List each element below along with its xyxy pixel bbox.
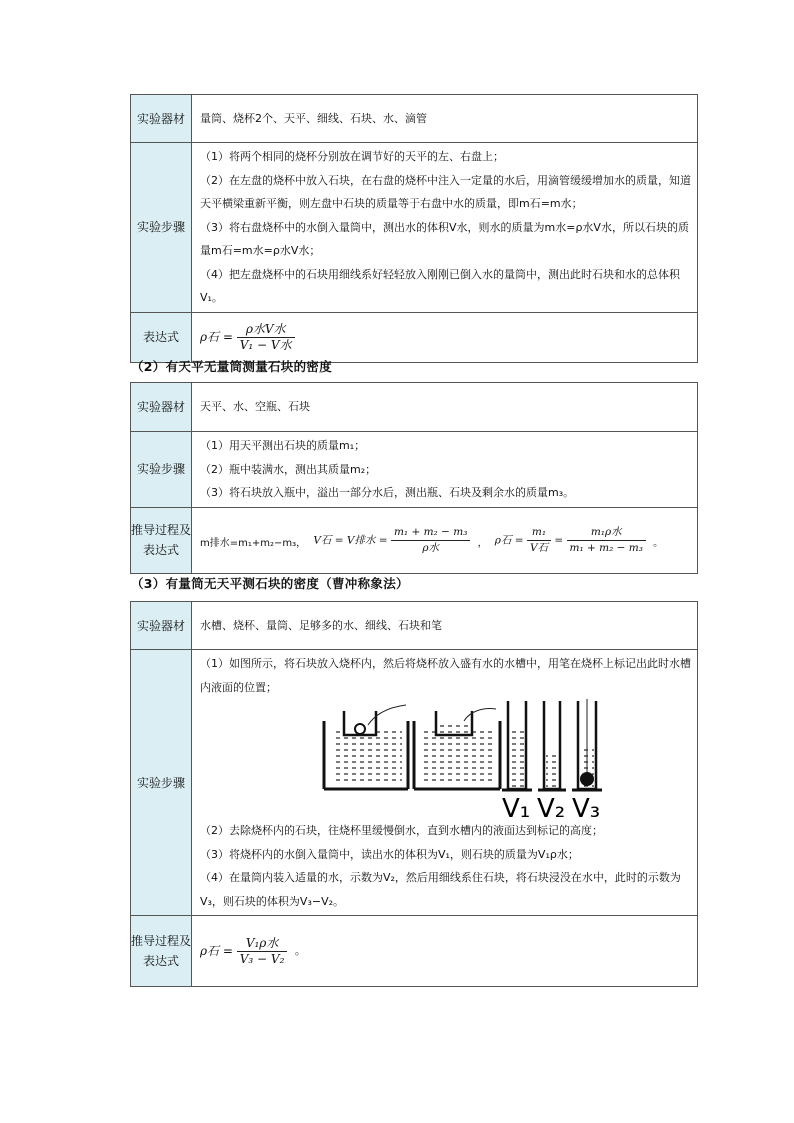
equals-sign: = bbox=[554, 534, 564, 546]
fraction-2-denominator: m₁ + m₂ − m₃ bbox=[569, 541, 643, 554]
formula-denominator: V₃ − V₂ bbox=[239, 951, 285, 966]
step-item: （2）在左盘的烧杯中放入石块，在右盘的烧杯中注入一定量的水后，用滴管缓缓增加水的质量，知道天平横梁重新平衡，则左盘中石块的质量等于右盘中水的质量，即m石=m水； bbox=[200, 173, 691, 210]
fraction-1-denominator: V石 bbox=[529, 541, 549, 554]
label-equipment: 实验器材 bbox=[131, 602, 192, 650]
separator-comma: ， bbox=[477, 538, 488, 549]
density-formula-lhs: ρ石 = bbox=[494, 534, 524, 546]
step-item: （4）把左盘烧杯中的石块用细线系好轻轻放入刚刚已倒入水的量筒中，测出此时石块和水的总体积V₁。 bbox=[200, 267, 680, 304]
label-v2: V₂ bbox=[537, 794, 566, 819]
label-steps: 实验步骤 bbox=[131, 143, 192, 313]
label-equipment: 实验器材 bbox=[131, 95, 192, 143]
steps-cell bbox=[192, 432, 698, 508]
formula-fraction bbox=[237, 936, 288, 967]
volume-formula bbox=[313, 525, 470, 556]
label-steps: 实验步骤 bbox=[131, 650, 192, 916]
section-3-title: （3）有量筒无天平测石块的密度（曹冲称象法） bbox=[131, 576, 409, 591]
step-item: （3）将石块放入瓶中，溢出一部分水后，测出瓶、石块及剩余水的质量m₃。 bbox=[200, 486, 575, 499]
steps-cell bbox=[192, 143, 698, 313]
formula-lhs: ρ石 = bbox=[200, 943, 233, 958]
fraction-2-numerator: m₁ρ水 bbox=[567, 525, 646, 541]
volume-formula-fraction bbox=[391, 525, 470, 556]
volume-numerator: m₁ + m₂ − m₃ bbox=[391, 525, 470, 541]
step-item: （1）用天平测出石块的质量m₁； bbox=[200, 439, 366, 452]
label-derivation: 推导过程及表达式 bbox=[131, 916, 192, 987]
density-formula bbox=[495, 525, 646, 556]
label-v3: V₃ bbox=[572, 794, 601, 819]
method-table-3 bbox=[130, 601, 698, 987]
step-item: （3）将烧杯内的水倒入量筒中，读出水的体积为V₁，则石块的质量为V₁ρ水； bbox=[200, 847, 579, 861]
density-formula bbox=[200, 936, 287, 967]
formula-denominator: V₁ − V水 bbox=[239, 337, 292, 352]
formula-fraction bbox=[237, 322, 295, 353]
graduated-cylinder-2 bbox=[538, 701, 566, 790]
formula-numerator: V₁ρ水 bbox=[237, 936, 288, 952]
period: 。 bbox=[653, 538, 664, 549]
step-item: （2）去除烧杯内的石块，往烧杯里缓慢倒水，直到水槽内的液面达到标记的高度； bbox=[200, 824, 603, 837]
density-fraction-1 bbox=[527, 525, 551, 556]
step-item: （2）瓶中装满水，测出其质量m₂； bbox=[200, 462, 377, 476]
formula-lhs: ρ石 = bbox=[200, 329, 233, 344]
step-item: （1）如图所示，将石块放入烧杯内，然后将烧杯放入盛有水的水槽中，用笔在烧杯上标记出此时水槽内液面的位置； bbox=[200, 657, 691, 694]
mass-of-displaced-water: m排水=m₁+m₂−m₃， bbox=[200, 538, 307, 549]
label-derivation: 推导过程及表达式 bbox=[131, 507, 192, 573]
equipment-list: 天平、水、空瓶、石块 bbox=[192, 383, 698, 432]
water-tank-1 bbox=[324, 705, 408, 789]
step-item: （1）将两个相同的烧杯分别放在调节好的天平的左、右盘上； bbox=[200, 150, 504, 163]
derivation-cell bbox=[192, 916, 698, 987]
method-table-1 bbox=[130, 94, 698, 363]
derivation-cell bbox=[192, 507, 698, 573]
step-item: （4）在量筒内装入适量的水，示数为V₂，然后用细线系住石块，将石块浸没在水中，此时的示数为V₃，则石块的体积为V₃−V₂。 bbox=[200, 871, 681, 908]
section-2-title: （2）有天平无量筒测量石块的密度 bbox=[131, 359, 332, 374]
equipment-list: 水槽、烧杯、量筒、足够多的水、细线、石块和笔 bbox=[192, 602, 698, 650]
step-item: （3）将右盘烧杯中的水倒入量筒中，测出水的体积V水，则水的质量为m水=ρ水V水，所以石块的质量m石=m水=ρ水V水； bbox=[200, 220, 689, 257]
method-table-2 bbox=[130, 382, 698, 574]
expression-cell bbox=[192, 312, 698, 362]
volume-denominator: ρ水 bbox=[422, 541, 440, 554]
label-steps: 实验步骤 bbox=[131, 432, 192, 508]
experiment-figure-svg bbox=[200, 699, 700, 819]
period: 。 bbox=[294, 944, 306, 958]
experiment-figure bbox=[200, 699, 691, 819]
label-expression: 表达式 bbox=[131, 312, 192, 362]
water-tank-2 bbox=[414, 709, 500, 790]
label-v1: V₁ bbox=[502, 794, 531, 819]
graduated-cylinder-3 bbox=[572, 699, 602, 790]
fraction-1-numerator: m₁ bbox=[527, 525, 551, 541]
formula-numerator: ρ水V水 bbox=[237, 322, 295, 338]
graduated-cylinder-1 bbox=[502, 701, 532, 790]
density-formula bbox=[200, 322, 295, 353]
steps-cell bbox=[192, 650, 698, 916]
equipment-list: 量筒、烧杯2个、天平、细线、石块、水、滴管 bbox=[192, 95, 698, 143]
density-fraction-2 bbox=[567, 525, 646, 556]
label-equipment: 实验器材 bbox=[131, 383, 192, 432]
volume-formula-lhs: V石 = V排水 = bbox=[313, 534, 388, 546]
